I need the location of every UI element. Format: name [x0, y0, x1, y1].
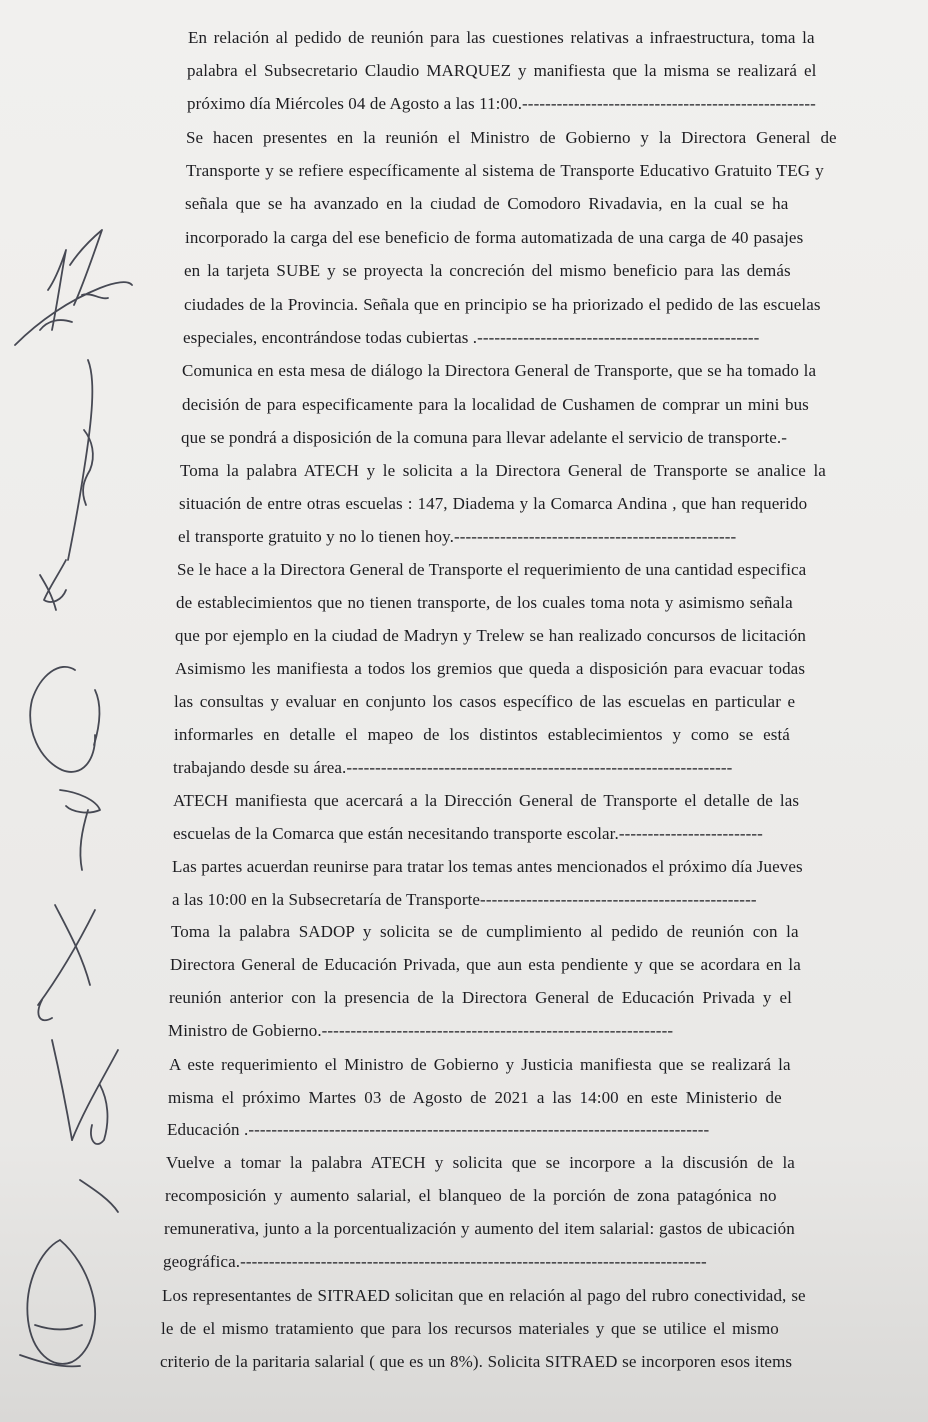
text-line: criterio de la paritaria salarial ( que es un 8%). Solicita SITRAED se incorporen esos items [160, 1352, 793, 1371]
text-line: ATECH manifiesta que acercará a la Dirección General de Transporte el detalle de las [173, 791, 800, 810]
text-line: Se hacen presentes en la reunión el Ministro de Gobierno y la Directora General de [186, 128, 837, 147]
text-line: Toma la palabra ATECH y le solicita a la Directora General de Transporte se analice la [180, 461, 826, 480]
text-line: Directora General de Educación Privada, que aun esta pendiente y que se acordara en la [170, 955, 801, 974]
signature-6 [20, 1240, 95, 1366]
text-line: señala que se ha avanzado en la ciudad de Comodoro Rivadavia, en la cual se ha [185, 194, 789, 213]
text-line: a las 10:00 en la Subsecretaría de Transporte------------------------------------------------ [172, 890, 757, 909]
text-line: escuelas de la Comarca que están necesitando transporte escolar.------------------------- [173, 824, 763, 843]
text-line: que por ejemplo en la ciudad de Madryn y Trelew se han realizado concursos de licitación [175, 626, 807, 645]
text-line: Vuelve a tomar la palabra ATECH y solicita que se incorpore a la discusión de la [166, 1153, 795, 1172]
margin-signatures [0, 0, 160, 1422]
text-line: trabajando desde su área.------------------------------------------------------------------- [173, 758, 733, 777]
text-line: recomposición y aumento salarial, el blanqueo de la porción de zona patagónica no [165, 1186, 777, 1205]
text-line: En relación al pedido de reunión para las cuestiones relativas a infraestructura, toma la [188, 28, 815, 47]
text-line: le de el mismo tratamiento que para los recursos materiales y que se utilice el mismo [161, 1319, 779, 1338]
text-line: informarles en detalle el mapeo de los distintos establecimientos y como se está [174, 725, 790, 744]
text-line: A este requerimiento el Ministro de Gobierno y Justicia manifiesta que se realizará la [169, 1055, 791, 1074]
text-line: el transporte gratuito y no lo tienen hoy.------------------------------------------------- [178, 527, 737, 546]
text-line: ciudades de la Provincia. Señala que en principio se ha priorizado el pedido de las escuelas [184, 295, 821, 314]
text-line: que se pondrá a disposición de la comuna para llevar adelante el servicio de transporte.- [181, 428, 788, 447]
text-line: remunerativa, junto a la porcentualización y aumento del item salarial: gastos de ubicación [164, 1219, 795, 1238]
text-line: Se le hace a la Directora General de Transporte el requerimiento de una cantidad especifica [177, 560, 807, 579]
signature-2 [40, 360, 93, 610]
text-line: Ministro de Gobierno.------------------------------------------------------------- [168, 1021, 674, 1040]
text-line: geográfica.--------------------------------------------------------------------------------- [163, 1252, 707, 1271]
text-line: especiales, encontrándose todas cubiertas .------------------------------------------------- [183, 328, 760, 347]
text-line: palabra el Subsecretario Claudio MARQUEZ y manifiesta que la misma se realizará el [187, 61, 817, 80]
text-line: Toma la palabra SADOP y solicita se de cumplimiento al pedido de reunión con la [171, 922, 799, 941]
text-line: las consultas y evaluar en conjunto los casos específico de las escuelas en particular e [174, 692, 796, 711]
text-line: decisión de para especificamente para la localidad de Cushamen de comprar un mini bus [182, 395, 809, 414]
text-line: Las partes acuerdan reunirse para tratar los temas antes mencionados el próximo día Jueves [172, 857, 803, 876]
text-line: de establecimientos que no tienen transporte, de los cuales toma nota y asimismo señala [176, 593, 793, 612]
signature-4 [38, 905, 95, 1020]
text-line: situación de entre otras escuelas : 147, Diadema y la Comarca Andina , que han requerido [179, 494, 808, 513]
text-line: Educación .-------------------------------------------------------------------------------- [167, 1120, 710, 1139]
signature-3 [30, 667, 100, 870]
text-line: Comunica en esta mesa de diálogo la Directora General de Transporte, que se ha tomado la [182, 361, 817, 380]
text-line: misma el próximo Martes 03 de Agosto de 2021 a las 14:00 en este Ministerio de [168, 1088, 782, 1107]
text-line: en la tarjeta SUBE y se proyecta la concreción del mismo beneficio para las demás [184, 261, 791, 280]
signature-5 [52, 1040, 118, 1212]
text-line: Asimismo les manifiesta a todos los gremios que queda a disposición para evacuar todas [175, 659, 806, 678]
text-line: Transporte y se refiere específicamente al sistema de Transporte Educativo Gratuito TEG y [186, 161, 824, 180]
signature-1 [15, 230, 132, 345]
text-line: próximo día Miércoles 04 de Agosto a las 11:00.--------------------------------------------------- [187, 94, 816, 113]
text-line: reunión anterior con la presencia de la Directora General de Educación Privada y el [169, 988, 792, 1007]
text-line: Los representantes de SITRAED solicitan que en relación al pago del rubro conectividad, se [162, 1286, 806, 1305]
text-line: incorporado la carga del ese beneficio de forma automatizada de una carga de 40 pasajes [185, 228, 804, 247]
